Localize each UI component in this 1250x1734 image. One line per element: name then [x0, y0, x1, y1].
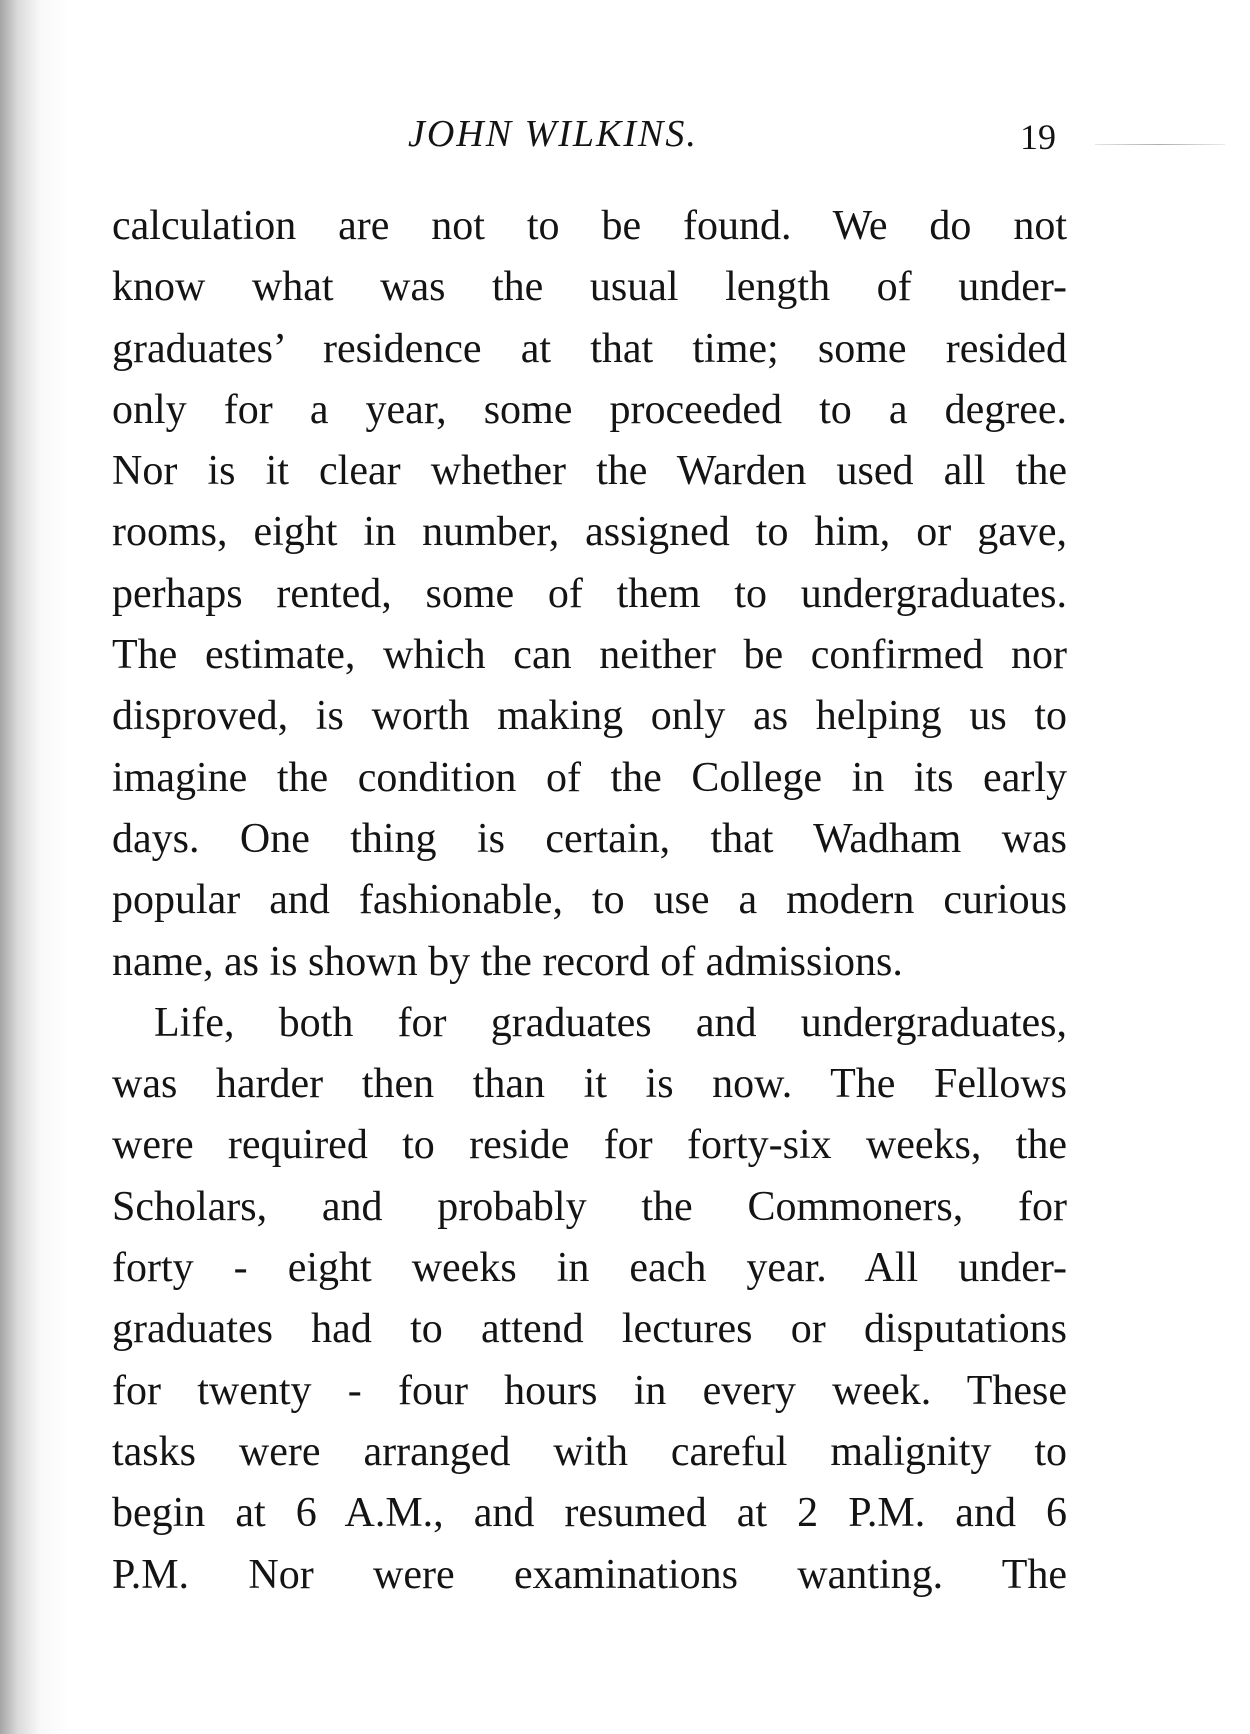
running-title: JOHN WILKINS.	[408, 113, 698, 155]
paragraph	[112, 993, 1067, 1606]
text-line: disproved, is worth making only as helping us to	[112, 693, 1067, 740]
text-line: name, as is shown by the record of admissions.	[112, 938, 903, 985]
header-rule	[1095, 144, 1225, 145]
body-text	[112, 196, 1067, 1606]
page-header	[0, 112, 1250, 162]
page-gutter-shadow	[0, 0, 70, 1734]
text-line: tasks were arranged with careful malignity to	[112, 1428, 1067, 1475]
paragraph	[112, 196, 1067, 993]
text-line: was harder then than it is now. The Fellows	[112, 1061, 1067, 1108]
text-line: Scholars, and probably the Commoners, for	[112, 1183, 1067, 1230]
text-line: popular and fashionable, to use a modern curious	[112, 877, 1067, 924]
text-line: perhaps rented, some of them to undergraduates.	[112, 570, 1067, 617]
text-line: P.M. Nor were examinations wanting. The	[112, 1551, 1067, 1598]
text-line: graduates had to attend lectures or disputations	[112, 1306, 1067, 1353]
text-line: know what was the usual length of under-	[112, 264, 1067, 311]
text-line: begin at 6 A.M., and resumed at 2 P.M. and 6	[112, 1490, 1067, 1537]
text-line: The estimate, which can neither be confirmed nor	[112, 632, 1067, 679]
text-line: days. One thing is certain, that Wadham was	[112, 815, 1067, 862]
text-line: were required to reside for forty-six weeks, the	[112, 1122, 1067, 1169]
page-number: 19	[1020, 117, 1056, 157]
text-line: imagine the condition of the College in its early	[112, 754, 1067, 801]
text-line: only for a year, some proceeded to a degree.	[112, 386, 1067, 433]
text-line: Life, both for graduates and undergraduates,	[154, 999, 1067, 1046]
text-line: calculation are not to be found. We do not	[112, 203, 1067, 249]
text-line: rooms, eight in number, assigned to him, or gave,	[112, 509, 1067, 556]
text-line: for twenty - four hours in every week. These	[112, 1367, 1067, 1414]
text-line: forty - eight weeks in each year. All under-	[112, 1245, 1067, 1292]
text-line: Nor is it clear whether the Warden used all the	[112, 448, 1067, 495]
text-line: graduates’ residence at that time; some resided	[112, 325, 1067, 372]
